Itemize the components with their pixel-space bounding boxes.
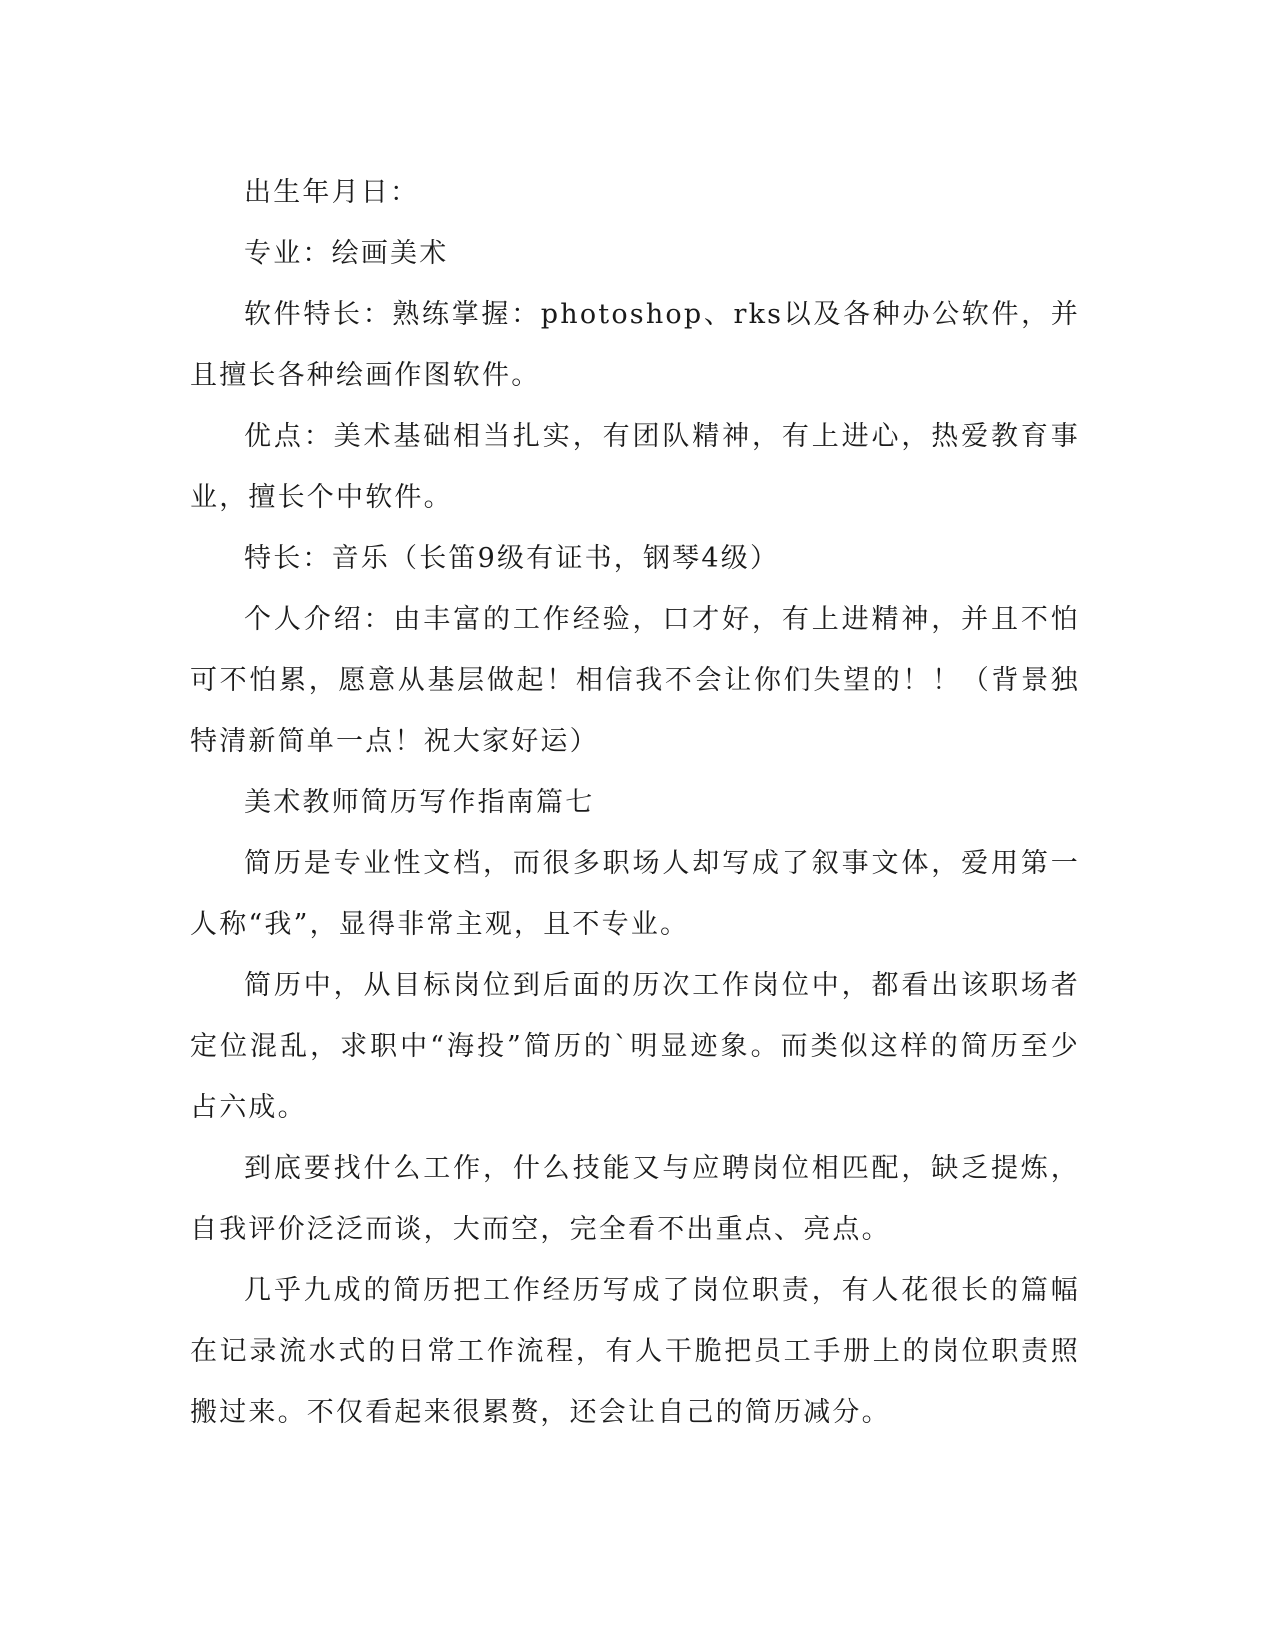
section-heading: 美术教师简历写作指南篇七	[244, 787, 595, 818]
paragraph-guide-4: 几乎九成的简历把工作经历写成了岗位职责，有人花很长的篇幅在记录流水式的日常工作流程，有人干脆把员工手册上的岗位职责照搬过来。不仅看起来很累赘，还会让自己的简历减分。	[190, 1275, 1080, 1428]
paragraph-self-intro: 个人介绍：由丰富的工作经验，口才好，有上进精神，并且不怕可不怕累，愿意从基层做起！相信我不会让你们失望的！！（背景独特清新简单一点！祝大家好运）	[190, 604, 1080, 757]
paragraph-guide-2: 简历中，从目标岗位到后面的历次工作岗位中，都看出该职场者定位混乱，求职中“海投”简历的`明显迹象。而类似这样的简历至少占六成。	[190, 970, 1080, 1123]
paragraph-guide-1: 简历是专业性文档，而很多职场人却写成了叙事文体，爱用第一人称“我”，显得非常主观，且不专业。	[190, 848, 1080, 940]
document-body	[190, 162, 1080, 1443]
paragraph-birthdate: 出生年月日：	[244, 177, 420, 208]
paragraph-strengths: 优点：美术基础相当扎实，有团队精神，有上进心，热爱教育事业，擅长个中软件。	[190, 421, 1080, 513]
paragraph-major: 专业：绘画美术	[244, 238, 449, 269]
paragraph-guide-3: 到底要找什么工作，什么技能又与应聘岗位相匹配，缺乏提炼，自我评价泛泛而谈，大而空，完全看不出重点、亮点。	[190, 1153, 1080, 1245]
paragraph-talents: 特长：音乐（长笛9级有证书，钢琴4级）	[244, 543, 780, 574]
paragraph-software-skills: 软件特长：熟练掌握：photoshop、rks以及各种办公软件，并且擅长各种绘画作图软件。	[190, 299, 1080, 391]
